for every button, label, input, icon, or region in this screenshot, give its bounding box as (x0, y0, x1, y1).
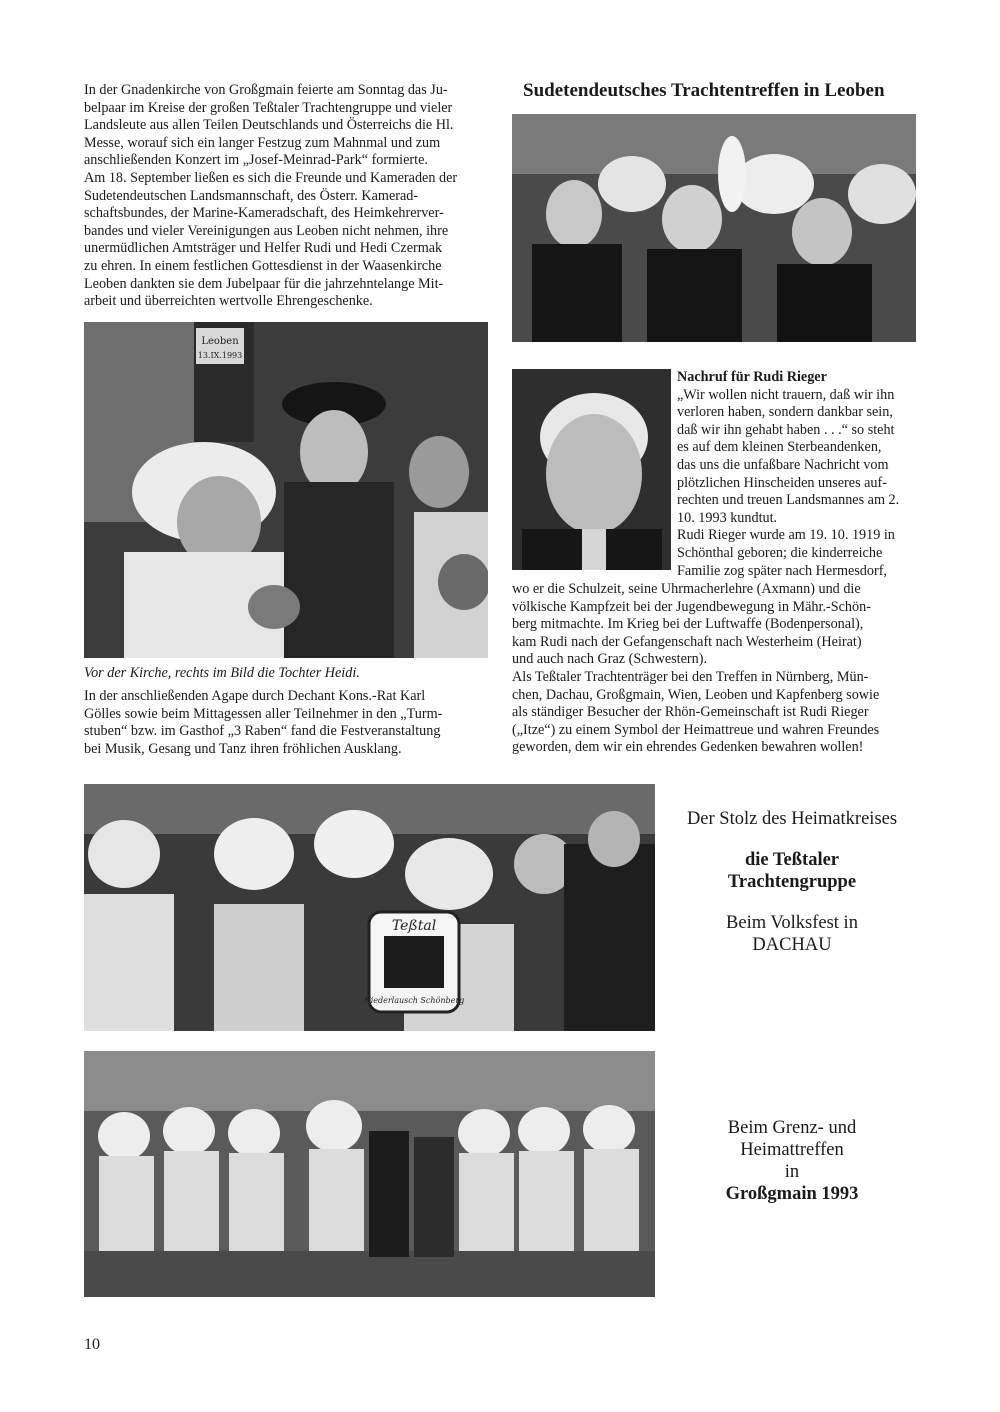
intro-line: Landsleute aus allen Teilen Deutschlands und Österreichs die Hl. (84, 117, 454, 134)
intro-line: schaftsbundes, der Marine-Kameradschaft, des Heimkehrerver- (84, 205, 444, 222)
church-photo-caption: Vor der Kirche, rechts im Bild die Tochter Heidi. (84, 665, 360, 681)
nachruf-line: Familie zog später nach Hermesdorf, (677, 562, 887, 579)
nachruf-line: es auf dem kleinen Sterbeandenken, (677, 439, 882, 456)
nachruf-line: rechten und treuen Landsmannes am 2. (677, 492, 900, 509)
nachruf-line: 10. 1993 kundtut. (677, 509, 778, 526)
intro-line: Messe, worauf sich ein langer Festzug zum Mahnmal und zum (84, 134, 441, 151)
grossgmain-caption-line: Heimattreffen (740, 1140, 844, 1160)
dachau-caption-bold: Trachtengruppe (727, 872, 857, 892)
nachruf-line: verloren haben, sondern dankbar sein, (677, 404, 893, 421)
dachau-caption-line: Der Stolz des Heimatkreises (686, 809, 898, 829)
agape-paragraph (84, 688, 488, 758)
nachruf-line: („Itze“) zu einem Symbol der Heimattreue und wahren Freundes (512, 721, 880, 738)
page-number: 10 (84, 1336, 100, 1353)
grossgmain-caption-bold: Großgmain 1993 (725, 1184, 859, 1204)
intro-paragraph (84, 82, 488, 311)
nachruf-line: chen, Dachau, Großgmain, Wien, Leoben und Kapfenberg sowie (512, 686, 880, 703)
intro-line: unermüdlichen Amtsträger und Helfer Rudi und Hedi Czermak (84, 240, 443, 257)
nachruf-line: Als Teßtaler Trachtenträger bei den Treffen in Nürnberg, Mün- (512, 668, 869, 685)
nachruf-title: Nachruf für Rudi Rieger (677, 369, 827, 385)
intro-line: In der Gnadenkirche von Großgmain feierte am Sonntag das Ju- (84, 82, 448, 98)
agape-line: Gölles sowie beim Mittagessen aller Teilnehmer in den „Turm- (84, 705, 443, 722)
banner-text: Leoben (201, 336, 239, 347)
intro-line: Am 18. September ließen es sich die Freunde und Kameraden der (84, 169, 458, 186)
intro-line: Leoben dankten sie dem Jubelpaar für die jahrzehntelange Mit- (84, 275, 444, 292)
agape-line: In der anschließenden Agape durch Dechant Kons.-Rat Karl (84, 688, 426, 704)
grossgmain-caption (676, 1117, 908, 1205)
nachruf-line: berg mitmachte. Im Krieg bei der Luftwaffe (Bodenpersonal), (512, 616, 864, 633)
nachruf-line: Schönthal geboren; die kinderreiche (677, 544, 883, 561)
nachruf-line: als ständiger Besucher der Rhön-Gemeinschaft ist Rudi Rieger (512, 704, 869, 721)
nachruf-line: wo er die Schulzeit, seine Uhrmacherlehre (Axmann) und die (512, 581, 861, 597)
nachruf-narrow (677, 369, 916, 580)
nachruf-line: kam Rudi nach der Gefangenschaft nach Westerheim (Heirat) (512, 633, 862, 650)
rieger-portrait (512, 369, 671, 570)
intro-line: zu ehren. In einem festlichen Gottesdienst in der Waasenkirche (84, 257, 442, 274)
nachruf-line: geworden, dem wir ein ehrendes Gedenken bewahren wollen! (512, 739, 864, 756)
intro-line: arbeit und überreichten wertvolle Ehrengeschenke. (84, 293, 373, 310)
dachau-caption (676, 808, 908, 956)
intro-line: belpaar im Kreise der großen Teßtaler Trachtengruppe und vieler (84, 99, 453, 116)
leoben-group-photo (512, 114, 916, 342)
dachau-group-photo (84, 784, 655, 1031)
grossgmain-caption-line: in (784, 1162, 800, 1182)
leoben-heading: Sudetendeutsches Trachtentreffen in Leoben (523, 80, 885, 101)
intro-line: bandes und vieler Vereinigungen aus Leoben nicht nehmen, ihre (84, 222, 449, 239)
nachruf-line: plötzlichen Hinscheiden unseres auf- (677, 474, 887, 491)
nachruf-line: das uns die unfaßbare Nachricht vom (677, 456, 889, 473)
grossgmain-group-photo (84, 1051, 655, 1297)
shield-title: Teßtal (391, 918, 437, 934)
grossgmain-caption-line: Beim Grenz- und (727, 1118, 857, 1138)
agape-line: bei Musik, Gesang und Tanz ihren fröhlichen Ausklang. (84, 740, 402, 757)
dachau-caption-bold: die Teßtaler (744, 850, 840, 870)
nachruf-line: daß wir ihn gehabt haben . . .“ so steht (677, 421, 895, 438)
intro-line: Sudetendeutschen Landsmannschaft, des Österr. Kamerad- (84, 187, 419, 204)
church-photo (84, 322, 488, 658)
shield-subtitle: Niederlausch Schönberg (363, 996, 465, 1005)
intro-line: anschließenden Konzert im „Josef-Meinrad-Park“ formierte. (84, 152, 428, 169)
banner-text: 13.IX.1993 (197, 351, 243, 360)
nachruf-line: völkische Kampfzeit bei der Jugendbewegung in Mähr.-Schön- (512, 598, 871, 615)
nachruf-line: und auch nach Graz (Schwestern). (512, 651, 707, 668)
agape-line: stuben“ bzw. im Gasthof „3 Raben“ fand die Festveranstaltung (84, 723, 441, 740)
nachruf-line: „Wir wollen nicht trauern, daß wir ihn (677, 386, 895, 403)
nachruf-line: Rudi Rieger wurde am 19. 10. 1919 in (677, 527, 895, 544)
dachau-caption-line: Beim Volksfest in (726, 913, 858, 933)
dachau-caption-line: DACHAU (752, 935, 832, 955)
nachruf-wide (512, 581, 916, 757)
